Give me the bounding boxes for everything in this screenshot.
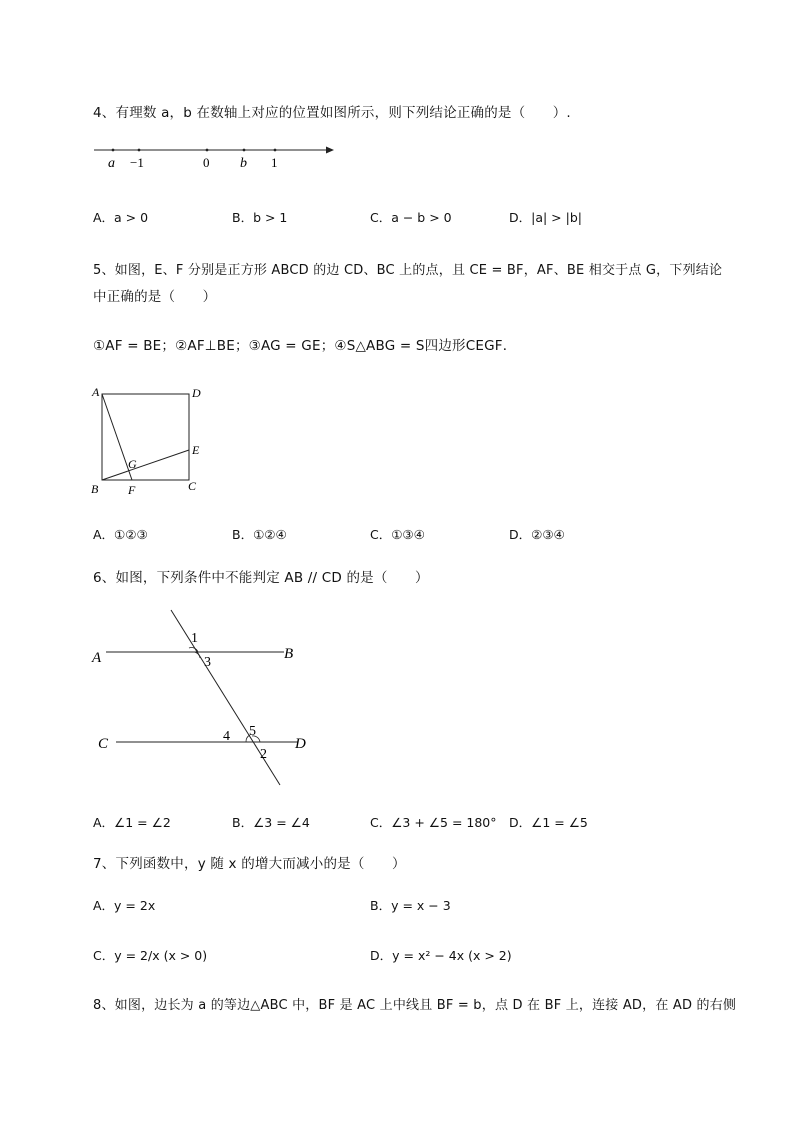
q4-option-d: D．|a| > |b| [509,210,582,225]
label-A: A [92,385,100,399]
q7-option-d: D．y = x² − 4x (x > 2) [370,948,512,963]
q4-option-b: B．b > 1 [232,210,288,225]
q5-option-d: D．②③④ [509,527,565,542]
q7-option-a: A．y = 2x [93,898,156,913]
label-E: E [192,443,200,457]
label-D: D [192,386,201,400]
label-A: A [92,650,102,666]
q5-stem-line2: 中正确的是（ ） [93,289,217,305]
q5-stem-line1: 5、如图，E、F 分别是正方形 ABCD 的边 CD、BC 上的点，且 CE = BF，AF、BE 相交于点 G，下列结论 [93,263,723,278]
q5-option-a: A．①②③ [93,527,148,542]
q5-option-c: C．①③④ [370,527,425,542]
angle-label-5: 5 [249,724,256,739]
label-C: C [98,736,109,752]
axis-label-a: a [108,156,115,170]
label-B: B [284,646,294,662]
q6-parallel-lines-figure [88,605,328,790]
axis-label-b: b [240,156,247,170]
axis-label-minus1: −1 [130,155,144,170]
q4-option-c: C．a − b > 0 [370,210,452,225]
q8-stem: 8、如图，边长为 a 的等边△ABC 中，BF 是 AC 上中线且 BF = b，点 D 在 BF 上，连接 AD，在 AD 的右侧 [93,998,737,1013]
angle-label-1: 1 [191,631,198,646]
angle-label-2: 2 [260,747,267,762]
axis-label-1: 1 [271,155,278,170]
label-C: C [188,479,197,493]
q6-stem: 6、如图，下列条件中不能判定 AB // CD 的是（ ） [93,570,429,586]
q5-statements: ①AF = BE；②AF⊥BE；③AG = GE；④S△ABG = S四边形CEGF． [93,338,517,354]
label-D: D [295,736,306,752]
q6-option-c: C．∠3 + ∠5 = 180° [370,815,497,830]
q7-stem: 7、下列函数中，y 随 x 的增大而减小的是（ ） [93,856,406,872]
q6-option-d: D．∠1 = ∠5 [509,815,588,830]
q4-option-a: A．a > 0 [93,210,149,225]
q6-option-b: B．∠3 = ∠4 [232,815,310,830]
axis-label-0: 0 [203,155,210,170]
label-B: B [91,482,99,496]
q5-option-b: B．①②④ [232,527,287,542]
q4-stem: 4、有理数 a，b 在数轴上对应的位置如图所示，则下列结论正确的是（ ）. [93,105,571,121]
q6-option-a: A．∠1 = ∠2 [93,815,171,830]
angle-label-3: 3 [204,655,211,670]
q7-option-b: B．y = x − 3 [370,898,451,913]
label-F: F [128,483,136,497]
q4-number-line [90,140,340,170]
label-G: G [128,457,137,471]
q5-square-figure [88,382,213,500]
q7-option-c: C．y = 2/x (x > 0) [93,948,208,963]
angle-label-4: 4 [223,729,230,744]
